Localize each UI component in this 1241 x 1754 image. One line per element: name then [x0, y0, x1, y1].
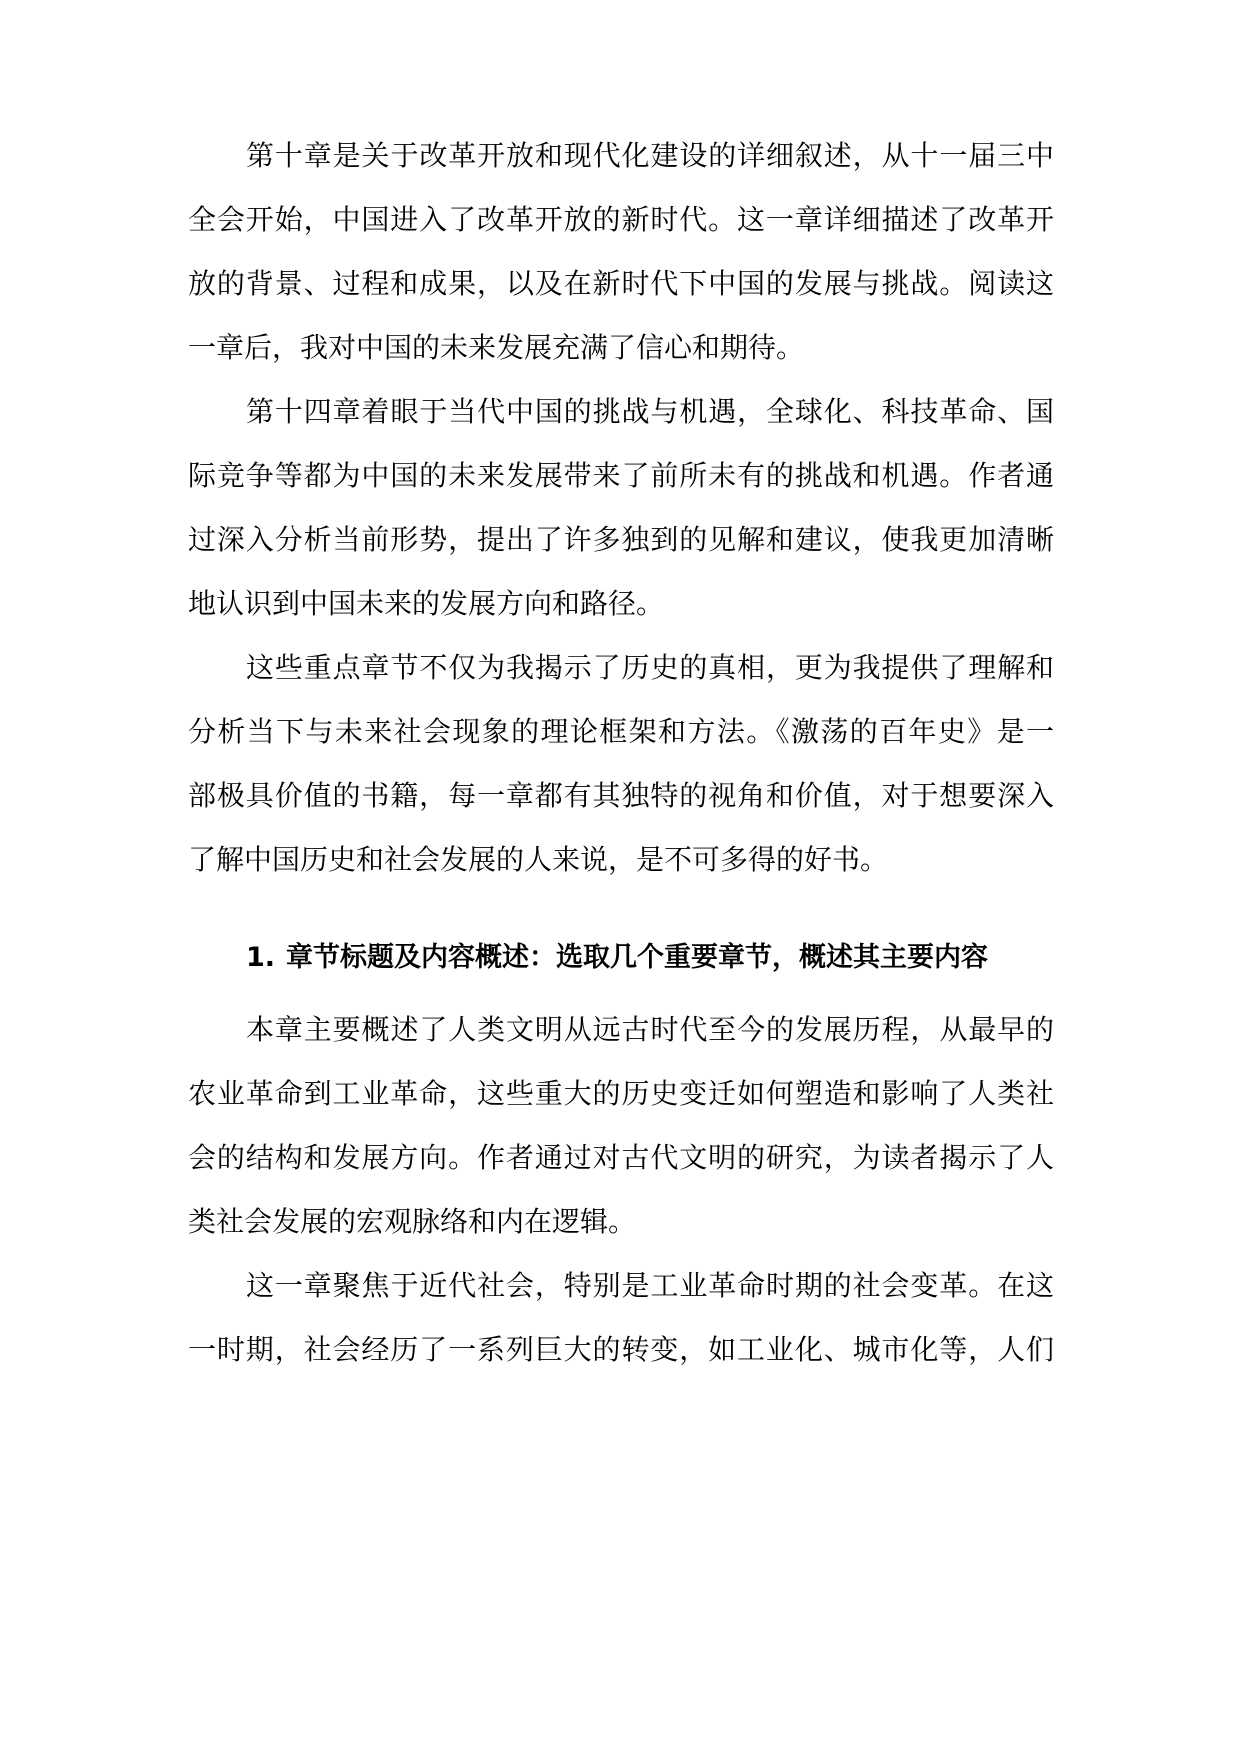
paragraph-3-line-2: 分析当下与未来社会现象的理论框架和方法。《激荡的百年史》是一 [188, 715, 1054, 748]
paragraph-4-line-4: 类社会发展的宏观脉络和内在逻辑。 [188, 1205, 637, 1238]
section-heading [246, 938, 1054, 978]
paragraph-5-line-1: 这一章聚焦于近代社会，特别是工业革命时期的社会变革。在这 [246, 1269, 1054, 1302]
paragraph-1-line-4: 一章后，我对中国的未来发展充满了信心和期待。 [188, 331, 805, 364]
paragraph-1-line-3: 放的背景、过程和成果，以及在新时代下中国的发展与挑战。阅读这 [188, 267, 1054, 300]
paragraph-3-line-3: 部极具价值的书籍，每一章都有其独特的视角和价值，对于想要深入 [188, 779, 1054, 812]
paragraph-3-line-4: 了解中国历史和社会发展的人来说，是不可多得的好书。 [188, 843, 889, 876]
section-heading-number: 1. [246, 942, 276, 973]
paragraph-1-line-1: 第十章是关于改革开放和现代化建设的详细叙述，从十一届三中 [246, 139, 1054, 172]
paragraph-3-line-1: 这些重点章节不仅为我揭示了历史的真相，更为我提供了理解和 [246, 651, 1054, 684]
paragraph-1-line-2: 全会开始，中国进入了改革开放的新时代。这一章详细描述了改革开 [188, 203, 1054, 236]
paragraph-2-line-3: 过深入分析当前形势，提出了许多独到的见解和建议，使我更加清晰 [188, 523, 1054, 556]
section-heading-text: 章节标题及内容概述：选取几个重要章节，概述其主要内容 [286, 942, 988, 973]
paragraph-2-line-2: 际竞争等都为中国的未来发展带来了前所未有的挑战和机遇。作者通 [188, 459, 1054, 492]
paragraph-2-line-1: 第十四章着眼于当代中国的挑战与机遇，全球化、科技革命、国 [246, 395, 1054, 428]
paragraph-5-line-2: 一时期，社会经历了一系列巨大的转变，如工业化、城市化等，人们 [188, 1333, 1054, 1366]
paragraph-2-line-4: 地认识到中国未来的发展方向和路径。 [188, 587, 665, 620]
paragraph-4-line-3: 会的结构和发展方向。作者通过对古代文明的研究，为读者揭示了人 [188, 1141, 1054, 1174]
paragraph-4-line-1: 本章主要概述了人类文明从远古时代至今的发展历程，从最早的 [246, 1013, 1054, 1046]
paragraph-4-line-2: 农业革命到工业革命，这些重大的历史变迁如何塑造和影响了人类社 [188, 1077, 1054, 1110]
